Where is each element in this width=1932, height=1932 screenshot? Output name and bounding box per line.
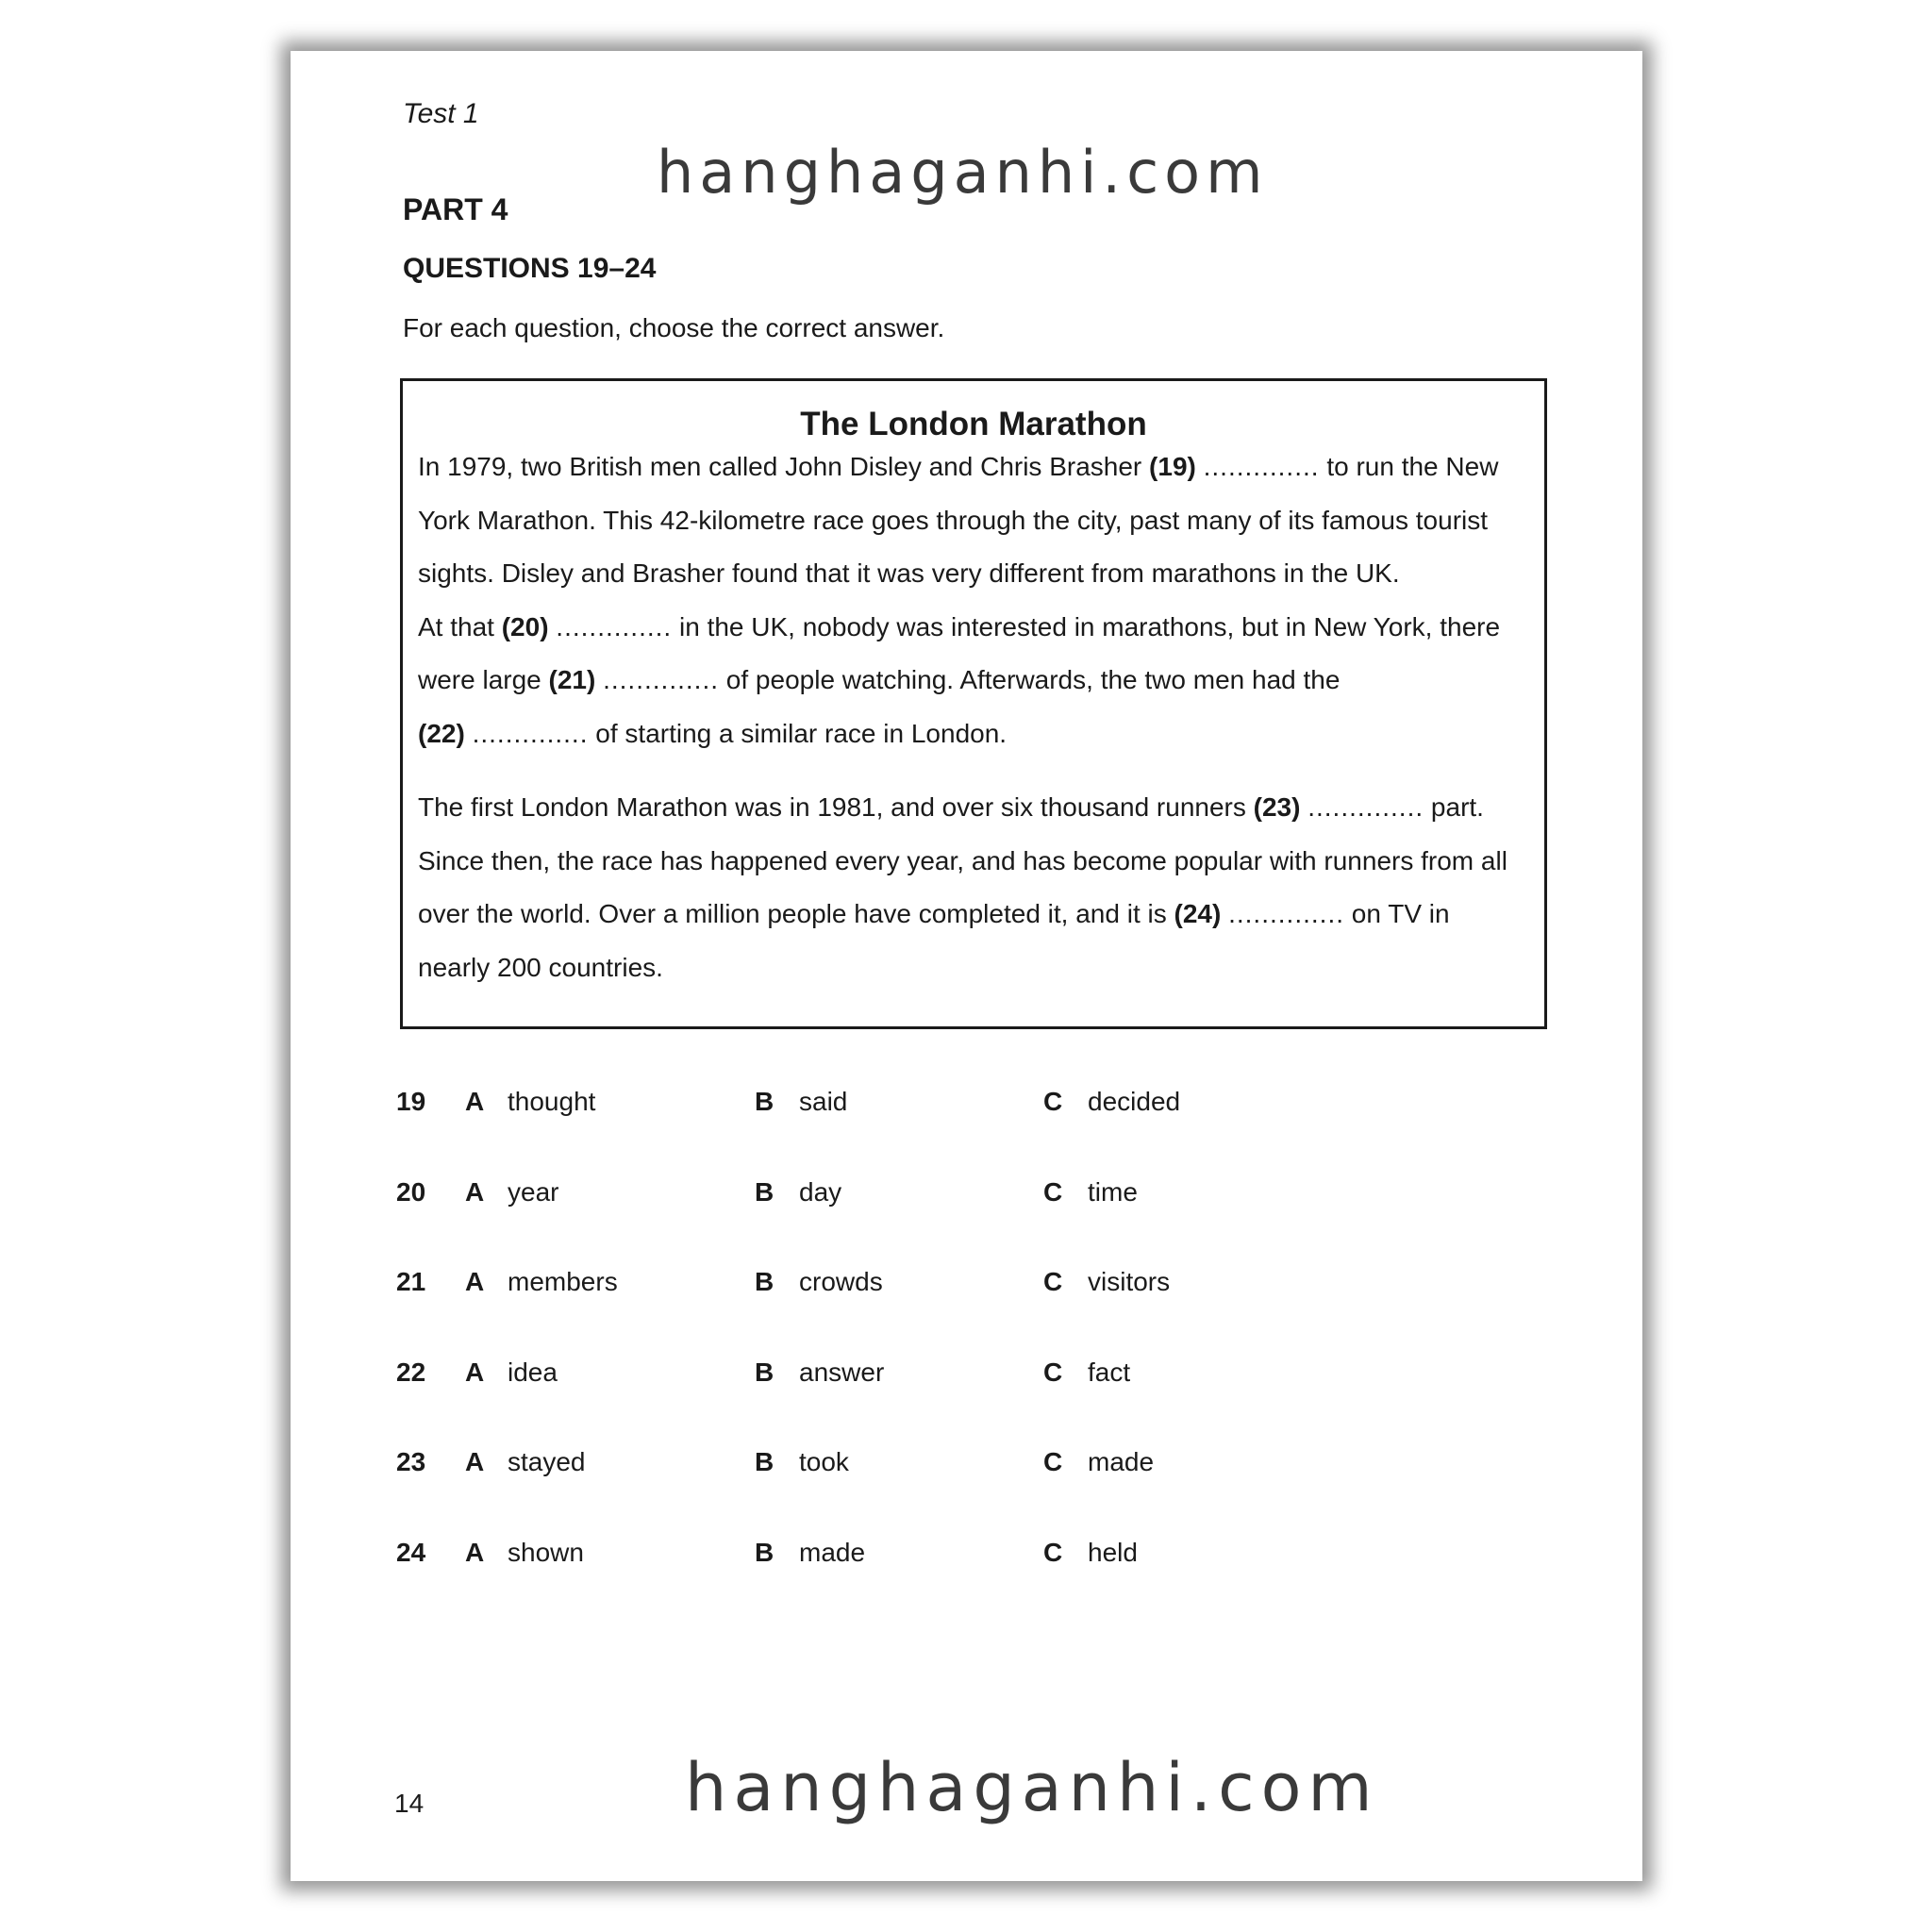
passage-text: in the UK, nobody was interested in marathons, but in New York, there were large [418, 611, 1501, 694]
option-b[interactable]: said [799, 1087, 848, 1116]
gap-19[interactable]: .............. [1203, 452, 1320, 481]
question-number: 19 [396, 1087, 426, 1116]
question-number: 23 [396, 1447, 426, 1476]
gap-20[interactable]: .............. [556, 611, 673, 641]
passage-paragraph-2 [418, 781, 1525, 994]
gap-24[interactable]: .............. [1228, 899, 1345, 928]
option-a[interactable]: stayed [508, 1447, 586, 1476]
option-c[interactable]: held [1088, 1537, 1138, 1567]
option-c[interactable]: fact [1088, 1357, 1131, 1387]
option-letter-c[interactable]: C [1043, 1176, 1063, 1207]
option-letter-b[interactable]: B [755, 1447, 774, 1476]
option-c[interactable]: visitors [1088, 1267, 1171, 1296]
passage-text: of starting a similar race in London. [595, 718, 1008, 748]
option-letter-c[interactable]: C [1043, 1267, 1063, 1296]
option-letter-a[interactable]: A [465, 1087, 485, 1116]
passage-text: In 1979, two British men called John Disley and Chris Brasher [418, 452, 1142, 481]
part-heading: PART 4 [403, 192, 508, 226]
gap-number-23: (23) [1253, 792, 1301, 822]
option-a[interactable]: idea [508, 1357, 558, 1387]
passage-text: to run the New York Marathon. This 42-kilometre race goes through the city, past many of its famous tourist sights. Disley and Brasher found that it was very different from marathons in the UK. [418, 452, 1499, 588]
option-letter-b[interactable]: B [755, 1267, 774, 1296]
option-a[interactable]: members [508, 1267, 618, 1296]
option-letter-b[interactable]: B [755, 1357, 774, 1387]
question-number: 24 [396, 1537, 426, 1567]
exam-page [291, 51, 1642, 1881]
gap-22[interactable]: .............. [472, 718, 589, 748]
answer-options [396, 1087, 1245, 1627]
passage-text: The first London Marathon was in 1981, and over six thousand runners [418, 792, 1246, 822]
option-letter-a[interactable]: A [465, 1447, 485, 1476]
option-b[interactable]: took [799, 1447, 849, 1476]
option-a[interactable]: thought [508, 1087, 596, 1116]
question-row-21 [396, 1267, 1245, 1357]
passage-paragraph-1 [418, 441, 1525, 760]
passage-box [400, 378, 1547, 1029]
option-letter-b[interactable]: B [755, 1176, 774, 1207]
gap-number-24: (24) [1174, 899, 1222, 928]
passage-text: At that [418, 611, 494, 641]
option-letter-a[interactable]: A [465, 1267, 485, 1296]
passage-text: part. Since then, the race has happened every year, and has become popular with runners from all over the world. Over a million people have completed it, and it is [418, 792, 1507, 928]
option-c[interactable]: time [1088, 1176, 1138, 1207]
watermark-bottom: hanghaganhi.com [685, 1749, 1379, 1826]
option-a[interactable]: shown [508, 1537, 584, 1567]
option-letter-c[interactable]: C [1043, 1537, 1063, 1567]
question-number: 21 [396, 1267, 426, 1296]
question-row-24 [396, 1538, 1245, 1628]
question-number: 20 [396, 1176, 426, 1207]
page-number: 14 [394, 1789, 425, 1818]
option-c[interactable]: made [1088, 1447, 1155, 1476]
option-letter-c[interactable]: C [1043, 1447, 1063, 1476]
gap-number-22: (22) [418, 718, 465, 748]
gap-number-19: (19) [1149, 452, 1196, 481]
questions-heading: QUESTIONS 19–24 [403, 253, 657, 284]
option-b[interactable]: made [799, 1537, 866, 1567]
option-letter-b[interactable]: B [755, 1537, 774, 1567]
gap-number-20: (20) [501, 611, 549, 641]
option-letter-a[interactable]: A [465, 1357, 485, 1387]
option-c[interactable]: decided [1088, 1087, 1181, 1116]
option-b[interactable]: answer [799, 1357, 885, 1387]
gap-number-21: (21) [548, 665, 596, 694]
passage-title: The London Marathon [800, 406, 1147, 442]
option-b[interactable]: crowds [799, 1267, 883, 1296]
option-letter-c[interactable]: C [1043, 1357, 1063, 1387]
option-letter-c[interactable]: C [1043, 1087, 1063, 1116]
option-letter-a[interactable]: A [465, 1176, 485, 1207]
question-row-19 [396, 1087, 1245, 1177]
passage-text: of people watching. Afterwards, the two men had the [725, 665, 1341, 694]
option-letter-a[interactable]: A [465, 1537, 485, 1567]
gap-21[interactable]: .............. [603, 665, 720, 694]
option-b[interactable]: day [799, 1176, 842, 1207]
passage-text: on TV in nearly 200 countries. [418, 899, 1450, 982]
option-a[interactable]: year [508, 1176, 559, 1207]
test-label: Test 1 [403, 98, 479, 129]
question-row-23 [396, 1447, 1245, 1538]
question-row-22 [396, 1357, 1245, 1448]
watermark-top: hanghaganhi.com [657, 138, 1269, 207]
gap-23[interactable]: .............. [1307, 792, 1424, 822]
instruction-text: For each question, choose the correct answer. [403, 313, 945, 342]
question-row-20 [396, 1177, 1245, 1268]
question-number: 22 [396, 1357, 426, 1387]
option-letter-b[interactable]: B [755, 1087, 774, 1116]
